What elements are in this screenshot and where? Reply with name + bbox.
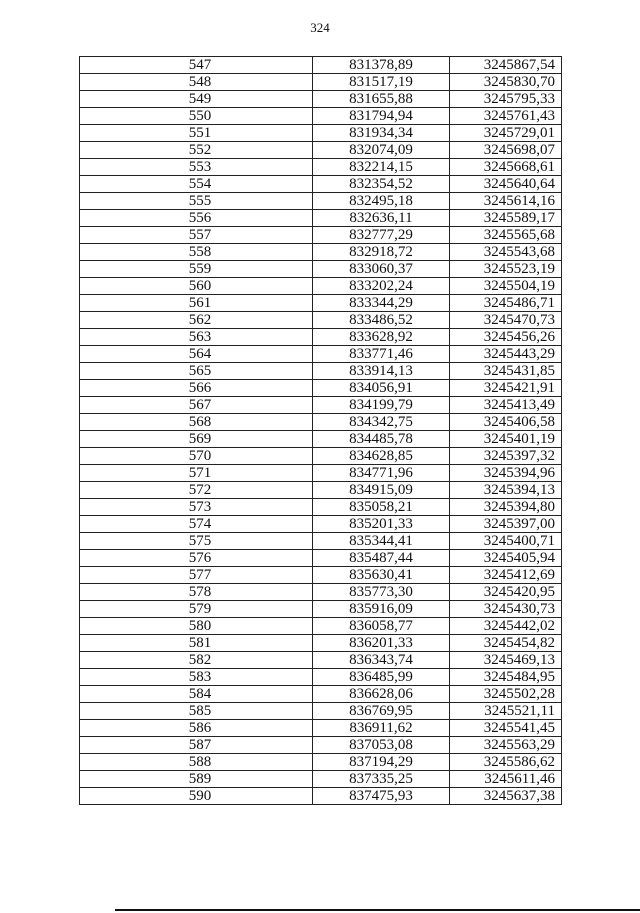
x-coordinate-cell: 833914,13 — [313, 363, 450, 380]
y-coordinate-cell: 3245589,17 — [450, 210, 562, 227]
point-number-cell: 568 — [80, 414, 313, 431]
table-row — [80, 788, 562, 805]
table-row — [80, 720, 562, 737]
y-coordinate-cell: 3245394,96 — [450, 465, 562, 482]
point-number-cell: 583 — [80, 669, 313, 686]
y-coordinate-cell: 3245430,73 — [450, 601, 562, 618]
table-row — [80, 193, 562, 210]
table-row — [80, 74, 562, 91]
point-number-cell: 586 — [80, 720, 313, 737]
y-coordinate-cell: 3245729,01 — [450, 125, 562, 142]
point-number-cell: 559 — [80, 261, 313, 278]
point-number-cell: 555 — [80, 193, 313, 210]
point-number-cell: 556 — [80, 210, 313, 227]
y-coordinate-cell: 3245565,68 — [450, 227, 562, 244]
x-coordinate-cell: 836485,99 — [313, 669, 450, 686]
table-row — [80, 567, 562, 584]
x-coordinate-cell: 833202,24 — [313, 278, 450, 295]
point-number-cell: 581 — [80, 635, 313, 652]
x-coordinate-cell: 832636,11 — [313, 210, 450, 227]
x-coordinate-cell: 831378,89 — [313, 57, 450, 74]
table-row — [80, 516, 562, 533]
x-coordinate-cell: 832777,29 — [313, 227, 450, 244]
x-coordinate-cell: 834342,75 — [313, 414, 450, 431]
x-coordinate-cell: 835058,21 — [313, 499, 450, 516]
x-coordinate-cell: 834485,78 — [313, 431, 450, 448]
x-coordinate-cell: 837194,29 — [313, 754, 450, 771]
point-number-cell: 571 — [80, 465, 313, 482]
y-coordinate-cell: 3245502,28 — [450, 686, 562, 703]
y-coordinate-cell: 3245413,49 — [450, 397, 562, 414]
table-row — [80, 125, 562, 142]
point-number-cell: 573 — [80, 499, 313, 516]
table-row — [80, 465, 562, 482]
x-coordinate-cell: 833486,52 — [313, 312, 450, 329]
table-row — [80, 652, 562, 669]
point-number-cell: 552 — [80, 142, 313, 159]
table-row — [80, 686, 562, 703]
x-coordinate-cell: 831655,88 — [313, 91, 450, 108]
x-coordinate-cell: 836769,95 — [313, 703, 450, 720]
point-number-cell: 566 — [80, 380, 313, 397]
y-coordinate-cell: 3245442,02 — [450, 618, 562, 635]
table-row — [80, 159, 562, 176]
point-number-cell: 572 — [80, 482, 313, 499]
table-row — [80, 278, 562, 295]
point-number-cell: 563 — [80, 329, 313, 346]
x-coordinate-cell: 831517,19 — [313, 74, 450, 91]
y-coordinate-cell: 3245397,00 — [450, 516, 562, 533]
table-row — [80, 754, 562, 771]
y-coordinate-cell: 3245431,85 — [450, 363, 562, 380]
point-number-cell: 577 — [80, 567, 313, 584]
table-row — [80, 737, 562, 754]
table-row — [80, 397, 562, 414]
table-row — [80, 669, 562, 686]
table-row — [80, 261, 562, 278]
y-coordinate-cell: 3245668,61 — [450, 159, 562, 176]
point-number-cell: 587 — [80, 737, 313, 754]
point-number-cell: 561 — [80, 295, 313, 312]
point-number-cell: 579 — [80, 601, 313, 618]
y-coordinate-cell: 3245795,33 — [450, 91, 562, 108]
y-coordinate-cell: 3245867,54 — [450, 57, 562, 74]
table-row — [80, 210, 562, 227]
y-coordinate-cell: 3245614,16 — [450, 193, 562, 210]
table-row — [80, 448, 562, 465]
table-row — [80, 533, 562, 550]
y-coordinate-cell: 3245586,62 — [450, 754, 562, 771]
point-number-cell: 590 — [80, 788, 313, 805]
x-coordinate-cell: 834915,09 — [313, 482, 450, 499]
table-row — [80, 635, 562, 652]
x-coordinate-cell: 832074,09 — [313, 142, 450, 159]
point-number-cell: 560 — [80, 278, 313, 295]
y-coordinate-cell: 3245454,82 — [450, 635, 562, 652]
x-coordinate-cell: 831794,94 — [313, 108, 450, 125]
x-coordinate-cell: 836058,77 — [313, 618, 450, 635]
x-coordinate-cell: 831934,34 — [313, 125, 450, 142]
y-coordinate-cell: 3245698,07 — [450, 142, 562, 159]
table-row — [80, 482, 562, 499]
x-coordinate-cell: 834771,96 — [313, 465, 450, 482]
x-coordinate-cell: 835630,41 — [313, 567, 450, 584]
x-coordinate-cell: 837335,25 — [313, 771, 450, 788]
point-number-cell: 567 — [80, 397, 313, 414]
table-row — [80, 584, 562, 601]
point-number-cell: 562 — [80, 312, 313, 329]
point-number-cell: 576 — [80, 550, 313, 567]
table-row — [80, 431, 562, 448]
table-row — [80, 57, 562, 74]
y-coordinate-cell: 3245611,46 — [450, 771, 562, 788]
x-coordinate-cell: 836201,33 — [313, 635, 450, 652]
table-row — [80, 227, 562, 244]
table-row — [80, 550, 562, 567]
coordinates-table-body — [80, 57, 562, 805]
x-coordinate-cell: 832495,18 — [313, 193, 450, 210]
point-number-cell: 558 — [80, 244, 313, 261]
bottom-scan-rule — [115, 909, 640, 911]
y-coordinate-cell: 3245405,94 — [450, 550, 562, 567]
point-number-cell: 553 — [80, 159, 313, 176]
point-number-cell: 557 — [80, 227, 313, 244]
x-coordinate-cell: 835201,33 — [313, 516, 450, 533]
y-coordinate-cell: 3245470,73 — [450, 312, 562, 329]
x-coordinate-cell: 836911,62 — [313, 720, 450, 737]
point-number-cell: 575 — [80, 533, 313, 550]
x-coordinate-cell: 835916,09 — [313, 601, 450, 618]
y-coordinate-cell: 3245830,70 — [450, 74, 562, 91]
y-coordinate-cell: 3245394,80 — [450, 499, 562, 516]
table-row — [80, 312, 562, 329]
table-row — [80, 142, 562, 159]
y-coordinate-cell: 3245400,71 — [450, 533, 562, 550]
coordinates-table — [79, 56, 562, 805]
y-coordinate-cell: 3245421,91 — [450, 380, 562, 397]
point-number-cell: 569 — [80, 431, 313, 448]
y-coordinate-cell: 3245406,58 — [450, 414, 562, 431]
point-number-cell: 565 — [80, 363, 313, 380]
x-coordinate-cell: 833060,37 — [313, 261, 450, 278]
table-row — [80, 346, 562, 363]
y-coordinate-cell: 3245637,38 — [450, 788, 562, 805]
table-row — [80, 244, 562, 261]
point-number-cell: 570 — [80, 448, 313, 465]
table-row — [80, 414, 562, 431]
y-coordinate-cell: 3245541,45 — [450, 720, 562, 737]
x-coordinate-cell: 835487,44 — [313, 550, 450, 567]
y-coordinate-cell: 3245543,68 — [450, 244, 562, 261]
y-coordinate-cell: 3245484,95 — [450, 669, 562, 686]
x-coordinate-cell: 834628,85 — [313, 448, 450, 465]
y-coordinate-cell: 3245486,71 — [450, 295, 562, 312]
y-coordinate-cell: 3245401,19 — [450, 431, 562, 448]
page-number: 324 — [310, 20, 330, 35]
x-coordinate-cell: 833771,46 — [313, 346, 450, 363]
point-number-cell: 548 — [80, 74, 313, 91]
point-number-cell: 582 — [80, 652, 313, 669]
y-coordinate-cell: 3245456,26 — [450, 329, 562, 346]
y-coordinate-cell: 3245394,13 — [450, 482, 562, 499]
table-row — [80, 329, 562, 346]
y-coordinate-cell: 3245761,43 — [450, 108, 562, 125]
point-number-cell: 589 — [80, 771, 313, 788]
x-coordinate-cell: 832918,72 — [313, 244, 450, 261]
point-number-cell: 580 — [80, 618, 313, 635]
x-coordinate-cell: 833344,29 — [313, 295, 450, 312]
x-coordinate-cell: 834056,91 — [313, 380, 450, 397]
x-coordinate-cell: 835773,30 — [313, 584, 450, 601]
point-number-cell: 574 — [80, 516, 313, 533]
point-number-cell: 554 — [80, 176, 313, 193]
point-number-cell: 550 — [80, 108, 313, 125]
table-row — [80, 499, 562, 516]
table-row — [80, 176, 562, 193]
y-coordinate-cell: 3245523,19 — [450, 261, 562, 278]
x-coordinate-cell: 833628,92 — [313, 329, 450, 346]
table-row — [80, 703, 562, 720]
y-coordinate-cell: 3245640,64 — [450, 176, 562, 193]
table-row — [80, 618, 562, 635]
point-number-cell: 549 — [80, 91, 313, 108]
y-coordinate-cell: 3245397,32 — [450, 448, 562, 465]
point-number-cell: 564 — [80, 346, 313, 363]
table-row — [80, 601, 562, 618]
x-coordinate-cell: 832214,15 — [313, 159, 450, 176]
x-coordinate-cell: 836628,06 — [313, 686, 450, 703]
point-number-cell: 585 — [80, 703, 313, 720]
table-row — [80, 91, 562, 108]
y-coordinate-cell: 3245504,19 — [450, 278, 562, 295]
table-row — [80, 108, 562, 125]
point-number-cell: 584 — [80, 686, 313, 703]
x-coordinate-cell: 834199,79 — [313, 397, 450, 414]
x-coordinate-cell: 835344,41 — [313, 533, 450, 550]
table-row — [80, 295, 562, 312]
y-coordinate-cell: 3245521,11 — [450, 703, 562, 720]
point-number-cell: 547 — [80, 57, 313, 74]
y-coordinate-cell: 3245420,95 — [450, 584, 562, 601]
x-coordinate-cell: 837053,08 — [313, 737, 450, 754]
x-coordinate-cell: 837475,93 — [313, 788, 450, 805]
y-coordinate-cell: 3245412,69 — [450, 567, 562, 584]
table-row — [80, 380, 562, 397]
table-row — [80, 771, 562, 788]
point-number-cell: 578 — [80, 584, 313, 601]
point-number-cell: 588 — [80, 754, 313, 771]
x-coordinate-cell: 832354,52 — [313, 176, 450, 193]
x-coordinate-cell: 836343,74 — [313, 652, 450, 669]
y-coordinate-cell: 3245443,29 — [450, 346, 562, 363]
y-coordinate-cell: 3245469,13 — [450, 652, 562, 669]
point-number-cell: 551 — [80, 125, 313, 142]
table-row — [80, 363, 562, 380]
y-coordinate-cell: 3245563,29 — [450, 737, 562, 754]
